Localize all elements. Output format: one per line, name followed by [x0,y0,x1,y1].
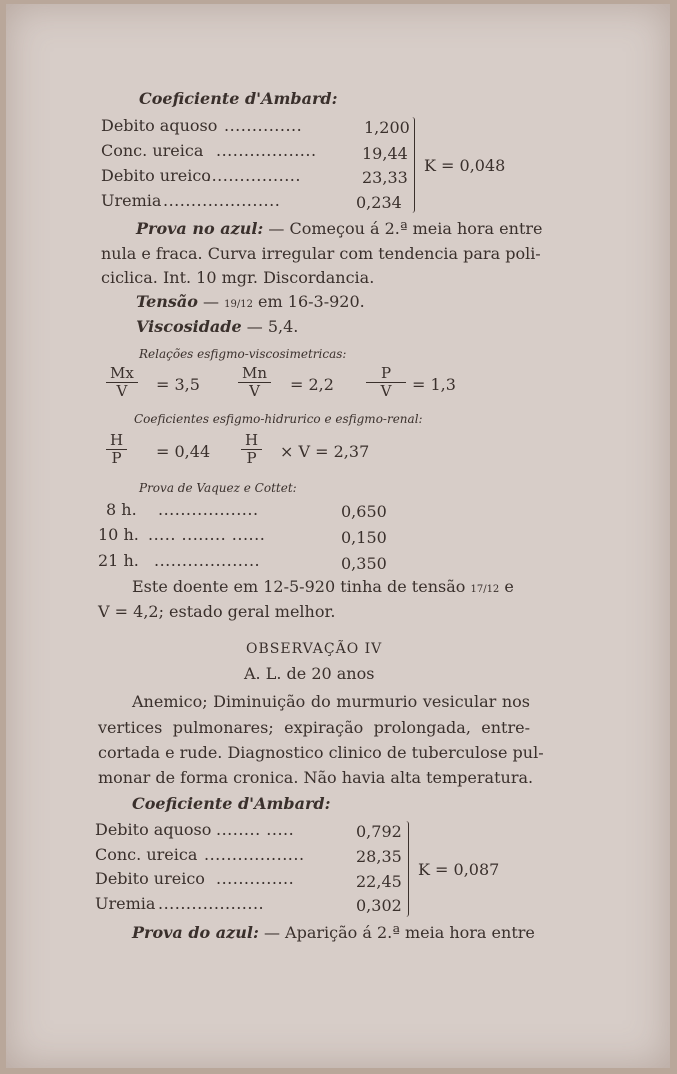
fraction-mx-v [106,365,138,400]
row-value: 28,35 [356,847,402,866]
row-dots: .................. [216,141,317,160]
numerator: H [241,432,262,450]
row-label: 10 h. [98,525,139,544]
tensao-dash: — [203,292,220,311]
row-label: Debito aquoso [95,820,212,839]
denominator: V [249,382,260,400]
row-dots: .............. [224,116,303,135]
row-value: 0,350 [341,554,387,573]
row-dots: ..................... [163,191,281,210]
fraction-h-p [241,432,262,467]
prova-azul-text: — Aparição á 2.ª meia hora entre [263,923,535,942]
coef-value: = 0,44 [156,442,211,461]
viscosidade-value: — 5,4. [246,317,299,336]
paragraph-line: monar de forma cronica. Não havia alta temperatura. [98,768,534,787]
row-label: 21 h. [98,551,139,570]
vaquez-title: Prova de Vaquez e Cottet: [139,481,297,495]
paragraph-line: ciclica. Int. 10 mgr. Discordancia. [101,268,375,287]
paragraph-line [132,577,514,600]
ratio-value: = 2,2 [290,375,334,394]
row-label: Conc. ureica [101,141,204,160]
document-page [6,4,670,1068]
fraction-h-p [106,432,127,467]
row-value: 0,650 [341,502,387,521]
row-dots: ........ ..... [216,820,295,839]
row-value: 19,44 [362,144,408,163]
row-dots: ................... [154,551,261,570]
ambard-title-2: Coeficiente d'Ambard: [132,794,331,813]
row-dots: ................... [158,894,265,913]
numerator: Mn [238,365,271,383]
row-dots: .................. [158,500,259,519]
fraction-p-v [366,365,406,400]
row-dots: .................. [204,845,305,864]
viscosidade-label: Viscosidade [136,317,242,336]
text: e [504,577,514,596]
row-label: Uremia [95,894,156,913]
prova-azul-label: Prova no azul: [136,219,264,238]
ambard-title-1: Coeficiente d'Ambard: [139,89,338,108]
row-label: Conc. ureica [95,845,198,864]
denominator: V [116,382,128,400]
k-value: K = 0,087 [418,860,500,879]
paragraph-line: vertices pulmonares; expiração prolongada, entre- [98,718,530,737]
paragraph-line: nula e fraca. Curva irregular com tendencia para poli- [101,244,541,263]
prova-azul-label: Prova do azul: [132,923,259,942]
row-dots: .............. [216,869,295,888]
brace [410,117,415,213]
row-value: 0,150 [341,528,387,547]
tensao-label: Tensão [136,292,198,311]
ratio-value: = 3,5 [156,375,200,394]
coef-value: × V = 2,37 [280,442,370,461]
denominator: V [380,382,392,400]
relacoes-title: Relações esfigmo-viscosimetricas: [139,347,347,361]
row-dots: ................. [206,166,301,185]
row-dots: ..... ........ ...... [148,525,266,544]
row-label: 8 h. [106,500,137,519]
tensao-date: em 16-3-920. [258,292,365,311]
row-value: 1,200 [364,118,410,137]
prova-azul-text: — Começou á 2.ª meia hora entre [268,219,543,238]
observacao-heading: OBSERVAÇÃO IV [246,641,383,657]
coeficientes-title: Coeficientes esfigmo-hidrurico e esfigmo-renal: [134,412,423,426]
row-value: 0,302 [356,896,402,915]
paragraph-line: cortada e rude. Diagnostico clinico de tuberculose pul- [98,743,544,762]
paragraph-line [132,923,535,943]
paragraph-line: V = 4,2; estado geral melhor. [98,602,336,621]
row-label: Debito aquoso [101,116,218,135]
paragraph-line [136,219,542,239]
numerator: H [106,432,127,450]
tensao-line [136,292,365,315]
fraction-mn-v [238,365,271,400]
observacao-subheading: A. L. de 20 anos [244,664,375,683]
numerator: P [366,365,406,383]
tensao-fraction: 17/12 [470,584,500,595]
row-label: Debito ureico [101,166,211,185]
tensao-value: 19/12 [224,299,253,310]
ratio-value: = 1,3 [412,375,456,394]
k-value: K = 0,048 [424,156,506,175]
row-label: Debito ureico [95,869,205,888]
row-value: 0,792 [356,822,402,841]
denominator: P [111,449,122,467]
denominator: P [246,449,257,467]
row-value: 0,234 [356,193,402,212]
row-value: 22,45 [356,872,402,891]
viscosidade-line [136,317,298,337]
row-value: 23,33 [362,168,408,187]
numerator: Mx [106,365,138,383]
brace [404,821,409,917]
row-label: Uremia [101,191,162,210]
paragraph-line: Anemico; Diminuição do murmurio vesicular nos [132,692,530,711]
text: Este doente em 12-5-920 tinha de tensão [132,577,466,596]
